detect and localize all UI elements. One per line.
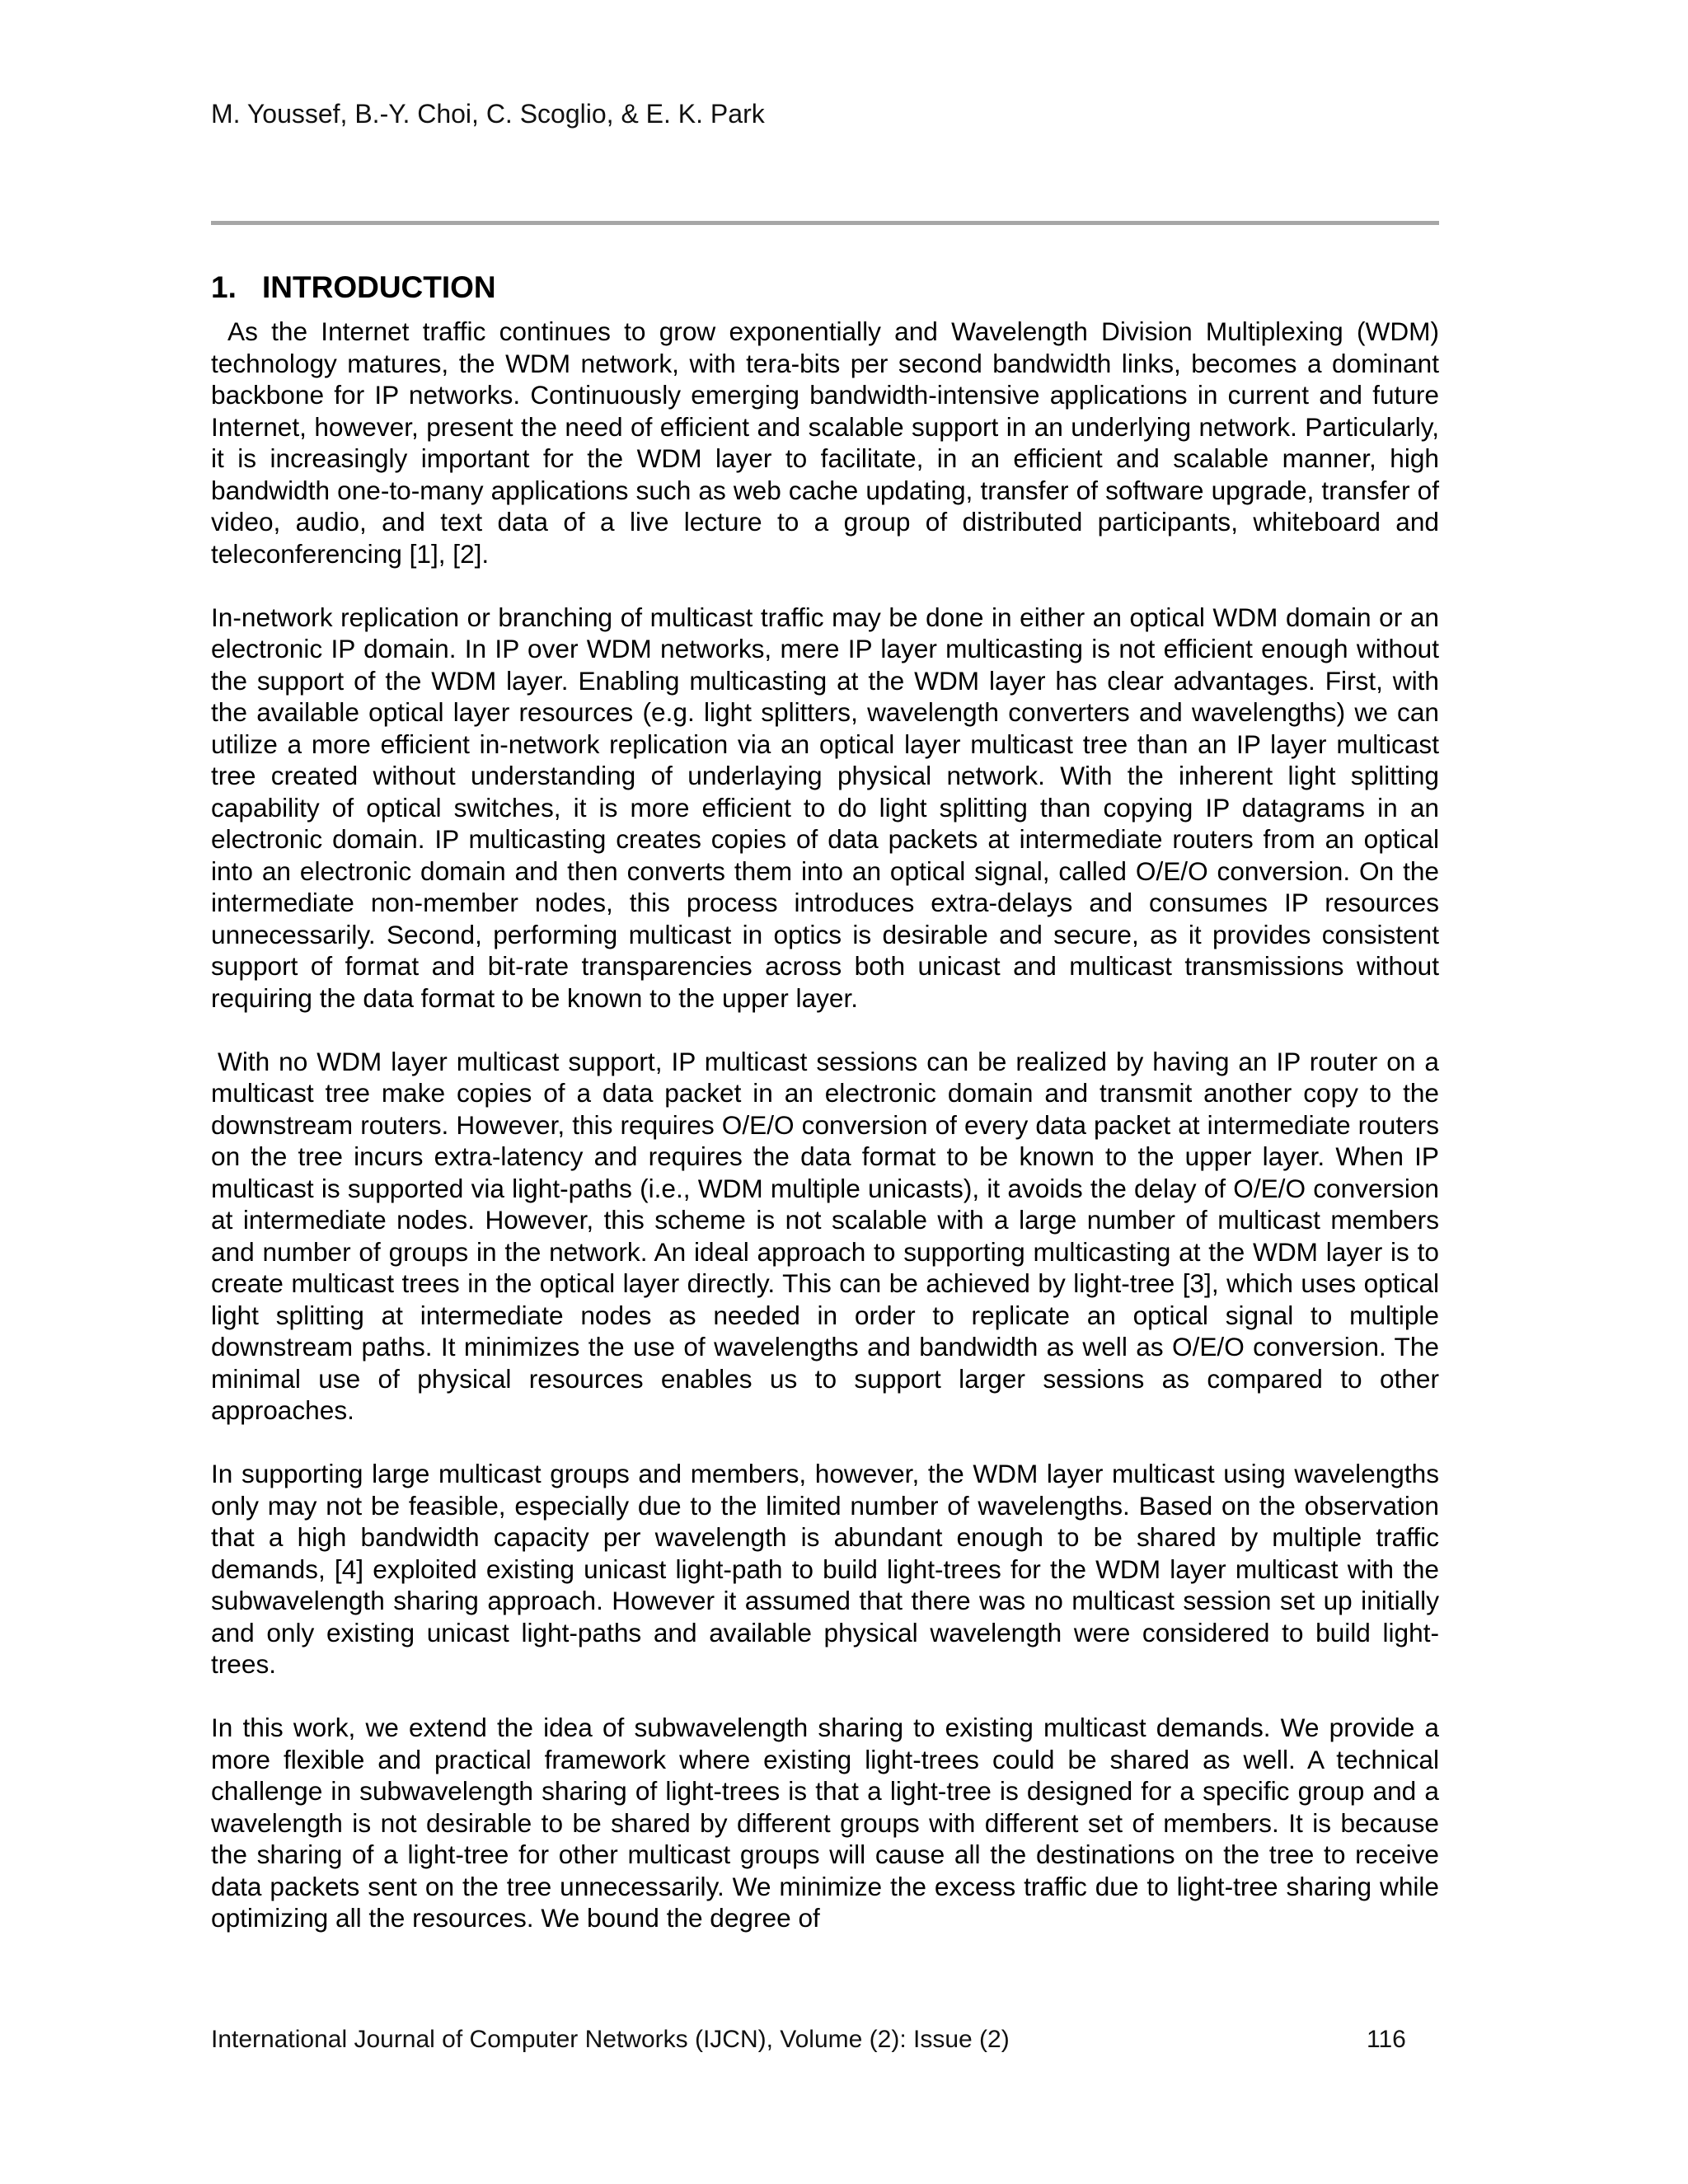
paragraph-3: With no WDM layer multicast support, IP multicast sessions can be realized by having an IP router on a multicast tree make copies of a data packet in an electronic domain and transmit another copy to the downstream routers. However, this requires O/E/O conversion of every data packet at intermediate routers on the tree incurs extra-latency and requires the data format to be known to the upper layer. When IP multicast is supported via light-paths (i.e., WDM multiple unicasts), it avoids the delay of O/E/O conversion at intermediate nodes. However, this scheme is not scalable with a large number of multicast members and number of groups in the network. An ideal approach to supporting multicasting at the WDM layer is to create multicast trees in the optical layer directly. This can be achieved by light-tree [3], which uses optical light splitting at intermediate nodes as needed in order to replicate an optical signal to multiple downstream paths. It minimizes the use of wavelengths and bandwidth as well as O/E/O conversion. The minimal use of physical resources enables us to support larger sessions as compared to other approaches. (211, 1046, 1439, 1425)
section-heading (211, 269, 496, 306)
section-number: 1. (211, 270, 237, 304)
section-title: INTRODUCTION (262, 270, 496, 304)
paragraph-1: As the Internet traffic continues to grow exponentially and Wavelength Division Multiplexing (WDM) technology matures, the WDM network, with tera-bits per second bandwidth links, becomes a dominant backbone for IP networks. Continuously emerging bandwidth-intensive applications in current and future Internet, however, present the need of efficient and scalable support in an underlying network. Particularly, it is increasingly important for the WDM layer to facilitate, in an efficient and scalable manner, high bandwidth one-to-many applications such as web cache updating, transfer of software upgrade, transfer of video, audio, and text data of a live lecture to a group of distributed participants, whiteboard and teleconferencing [1], [2]. (211, 316, 1439, 569)
page-number: 116 (1367, 2026, 1406, 2053)
body-text (211, 316, 1439, 1966)
footer-journal: International Journal of Computer Networks (IJCN), Volume (2): Issue (2) (211, 2026, 1010, 2053)
paragraph-5: In this work, we extend the idea of subwavelength sharing to existing multicast demands. We provide a more flexible and practical framework where existing light-trees could be shared as well. A technical challenge in subwavelength sharing of light-trees is that a light-tree is designed for a specific group and a wavelength is not desirable to be shared by different groups with different set of members. It is because the sharing of a light-tree for other multicast groups will cause all the destinations on the tree to receive data packets sent on the tree unnecessarily. We minimize the excess traffic due to light-tree sharing while optimizing all the resources. We bound the degree of (211, 1713, 1439, 1933)
paragraph-4: In supporting large multicast groups and members, however, the WDM layer multicast using wavelengths only may not be feasible, especially due to the limited number of wavelengths. Based on the observation that a high bandwidth capacity per wavelength is abundant enough to be shared by multiple traffic demands, [4] exploited existing unicast light-path to build light-trees for the WDM layer multicast with the subwavelength sharing approach. However it assumed that there was no multicast session set up initially and only existing unicast light-paths and available physical wavelength were considered to build light-trees. (211, 1459, 1439, 1679)
header-divider (211, 221, 1439, 225)
running-head-authors: M. Youssef, B.-Y. Choi, C. Scoglio, & E. K. Park (211, 99, 765, 129)
paragraph-2: In-network replication or branching of multicast traffic may be done in either an optical WDM domain or an electronic IP domain. In IP over WDM networks, mere IP layer multicasting is not efficient enough without the support of the WDM layer. Enabling multicasting at the WDM layer has clear advantages. First, with the available optical layer resources (e.g. light splitters, wavelength converters and wavelengths) we can utilize a more efficient in-network replication via an optical layer multicast tree than an IP layer multicast tree created without understanding of underlaying physical network. With the inherent light splitting capability of optical switches, it is more efficient to do light splitting than copying IP datagrams in an electronic domain. IP multicasting creates copies of data packets at intermediate routers from an optical into an electronic domain and then converts them into an optical signal, called O/E/O conversion. On the intermediate non-member nodes, this process introduces extra-delays and consumes IP resources unnecessarily. Second, performing multicast in optics is desirable and secure, as it provides consistent support of format and bit-rate transparencies across both unicast and multicast transmissions without requiring the data format to be known to the upper layer. (211, 602, 1439, 1013)
